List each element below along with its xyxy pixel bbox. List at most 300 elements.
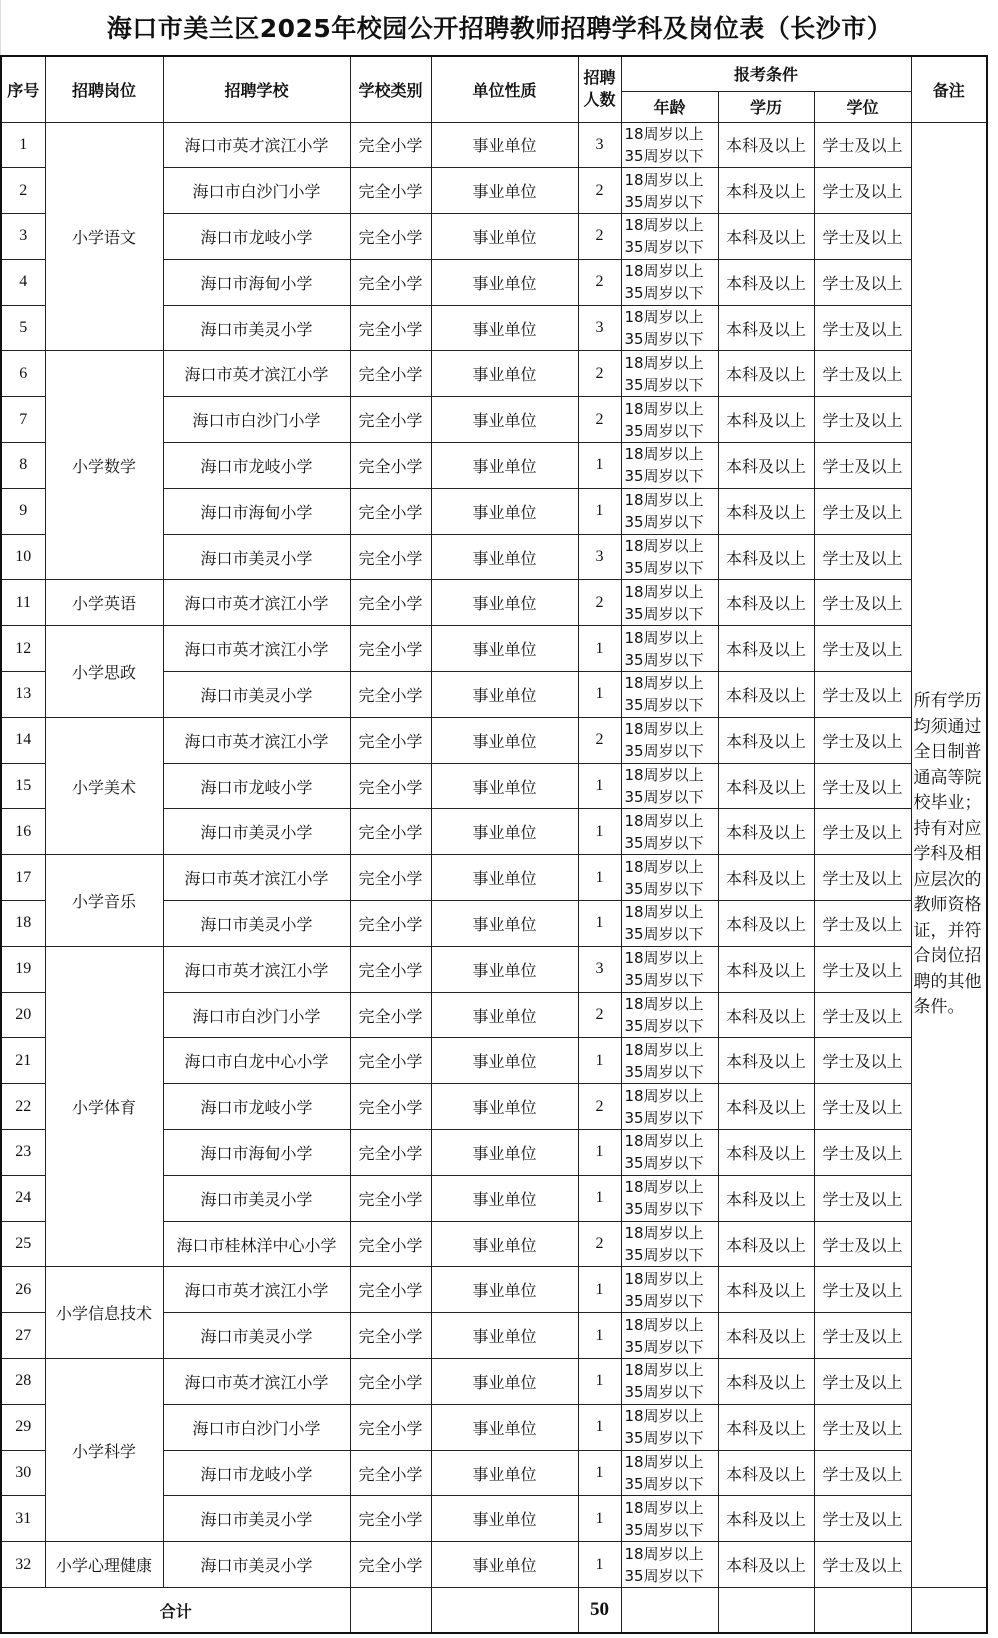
unit-nature-cell: 事业单位: [431, 1359, 578, 1405]
table-row: [1, 122, 987, 168]
age-max: 35周岁以下: [624, 1520, 704, 1539]
count-cell: 2: [578, 214, 621, 260]
count-cell: 1: [578, 1267, 621, 1313]
unit-nature-cell: 事业单位: [431, 443, 578, 489]
school-type-cell: 完全小学: [350, 397, 431, 443]
age-max: 35周岁以下: [624, 1062, 704, 1081]
age-max: 35周岁以下: [624, 1017, 704, 1036]
degree-cell: 学士及以上: [814, 1542, 911, 1588]
school-cell: 海口市英才滨江小学: [163, 626, 350, 672]
school-cell: 海口市英才滨江小学: [163, 1359, 350, 1405]
education-cell: 本科及以上: [718, 580, 814, 626]
header-education: 学历: [718, 91, 814, 122]
count-cell: 1: [578, 626, 621, 672]
school-type-cell: 完全小学: [350, 1175, 431, 1221]
age-min: 18周岁以上: [624, 216, 704, 235]
education-cell: 本科及以上: [718, 351, 814, 397]
empty-cell: [814, 1588, 911, 1634]
unit-nature-cell: 事业单位: [431, 1038, 578, 1084]
table-row: [1, 1542, 987, 1588]
table-row: [1, 626, 987, 672]
table-row: [1, 946, 987, 992]
age-max: 35周岁以下: [624, 513, 704, 532]
school-type-cell: 完全小学: [350, 901, 431, 947]
position-cell: 小学思政: [45, 626, 163, 718]
seq-cell: 20: [1, 992, 45, 1038]
school-cell: 海口市英才滨江小学: [163, 351, 350, 397]
degree-cell: 学士及以上: [814, 580, 911, 626]
education-cell: 本科及以上: [718, 168, 814, 214]
education-cell: 本科及以上: [718, 946, 814, 992]
age-cell: [621, 763, 718, 809]
count-cell: 1: [578, 1496, 621, 1542]
seq-cell: 31: [1, 1496, 45, 1542]
age-cell: [621, 1038, 718, 1084]
degree-cell: 学士及以上: [814, 1404, 911, 1450]
age-min: 18周岁以上: [624, 445, 704, 464]
school-cell: 海口市龙岐小学: [163, 443, 350, 489]
seq-cell: 21: [1, 1038, 45, 1084]
header-count: 招聘人数: [578, 56, 621, 122]
education-cell: 本科及以上: [718, 1175, 814, 1221]
age-cell: [621, 168, 718, 214]
recruitment-table: [0, 55, 988, 1634]
seq-cell: 10: [1, 534, 45, 580]
school-type-cell: 完全小学: [350, 259, 431, 305]
school-type-cell: 完全小学: [350, 672, 431, 718]
unit-nature-cell: 事业单位: [431, 672, 578, 718]
age-cell: [621, 901, 718, 947]
empty-cell: [621, 1588, 718, 1634]
degree-cell: 学士及以上: [814, 992, 911, 1038]
age-max: 35周岁以下: [624, 1291, 704, 1310]
degree-cell: 学士及以上: [814, 1267, 911, 1313]
table-row: [1, 855, 987, 901]
empty-cell: [911, 1588, 987, 1634]
degree-cell: 学士及以上: [814, 443, 911, 489]
count-cell: 2: [578, 992, 621, 1038]
school-type-cell: 完全小学: [350, 1038, 431, 1084]
seq-cell: 14: [1, 717, 45, 763]
school-type-cell: 完全小学: [350, 443, 431, 489]
count-cell: 2: [578, 580, 621, 626]
school-cell: 海口市英才滨江小学: [163, 1267, 350, 1313]
school-type-cell: 完全小学: [350, 992, 431, 1038]
school-cell: 海口市英才滨江小学: [163, 580, 350, 626]
age-min: 18周岁以上: [624, 353, 704, 372]
age-cell: [621, 534, 718, 580]
school-type-cell: 完全小学: [350, 534, 431, 580]
age-min: 18周岁以上: [624, 1269, 704, 1288]
age-min: 18周岁以上: [624, 170, 704, 189]
count-cell: 2: [578, 1221, 621, 1267]
unit-nature-cell: 事业单位: [431, 1175, 578, 1221]
degree-cell: 学士及以上: [814, 1084, 911, 1130]
header-school-type: 学校类别: [350, 56, 431, 122]
school-type-cell: 完全小学: [350, 763, 431, 809]
education-cell: 本科及以上: [718, 1130, 814, 1176]
school-cell: 海口市白沙门小学: [163, 397, 350, 443]
age-max: 35周岁以下: [624, 238, 704, 257]
degree-cell: 学士及以上: [814, 1359, 911, 1405]
school-cell: 海口市美灵小学: [163, 1313, 350, 1359]
seq-cell: 28: [1, 1359, 45, 1405]
age-min: 18周岁以上: [624, 720, 704, 739]
count-cell: 3: [578, 946, 621, 992]
age-cell: [621, 1130, 718, 1176]
unit-nature-cell: 事业单位: [431, 626, 578, 672]
age-min: 18周岁以上: [624, 1453, 704, 1471]
age-cell: [621, 1542, 718, 1588]
total-label: 合计: [1, 1588, 350, 1634]
school-type-cell: 完全小学: [350, 717, 431, 763]
school-type-cell: 完全小学: [350, 946, 431, 992]
education-cell: 本科及以上: [718, 1359, 814, 1405]
school-cell: 海口市海甸小学: [163, 1130, 350, 1176]
position-cell: 小学科学: [45, 1359, 163, 1542]
count-cell: 1: [578, 1542, 621, 1588]
count-cell: 1: [578, 1404, 621, 1450]
age-min: 18周岁以上: [624, 1407, 704, 1426]
age-min: 18周岁以上: [624, 674, 704, 693]
header-degree: 学位: [814, 91, 911, 122]
school-type-cell: 完全小学: [350, 626, 431, 672]
school-type-cell: 完全小学: [350, 305, 431, 351]
age-max: 35周岁以下: [624, 1108, 704, 1127]
school-cell: 海口市美灵小学: [163, 901, 350, 947]
seq-cell: 18: [1, 901, 45, 947]
education-cell: 本科及以上: [718, 626, 814, 672]
unit-nature-cell: 事业单位: [431, 1313, 578, 1359]
school-type-cell: 完全小学: [350, 1130, 431, 1176]
count-cell: 2: [578, 397, 621, 443]
unit-nature-cell: 事业单位: [431, 763, 578, 809]
unit-nature-cell: 事业单位: [431, 488, 578, 534]
degree-cell: 学士及以上: [814, 305, 911, 351]
seq-cell: 16: [1, 809, 45, 855]
age-max: 35周岁以下: [624, 146, 704, 165]
count-cell: 2: [578, 351, 621, 397]
education-cell: 本科及以上: [718, 763, 814, 809]
table-row: [1, 351, 987, 397]
education-cell: 本科及以上: [718, 1542, 814, 1588]
unit-nature-cell: 事业单位: [431, 397, 578, 443]
age-min: 18周岁以上: [624, 1361, 704, 1380]
age-cell: [621, 351, 718, 397]
count-cell: 1: [578, 855, 621, 901]
age-max: 35周岁以下: [624, 421, 704, 440]
seq-cell: 6: [1, 351, 45, 397]
education-cell: 本科及以上: [718, 122, 814, 168]
education-cell: 本科及以上: [718, 992, 814, 1038]
count-cell: 1: [578, 1038, 621, 1084]
school-cell: 海口市海甸小学: [163, 259, 350, 305]
degree-cell: 学士及以上: [814, 122, 911, 168]
age-min: 18周岁以上: [624, 1498, 704, 1517]
table-row: [1, 1267, 987, 1313]
age-min: 18周岁以上: [624, 903, 704, 922]
seq-cell: 29: [1, 1404, 45, 1450]
age-min: 18周岁以上: [624, 1086, 704, 1105]
school-type-cell: 完全小学: [350, 1496, 431, 1542]
table-row: [1, 1359, 987, 1405]
age-max: 35周岁以下: [624, 604, 704, 623]
page-title: 海口市美兰区2025年校园公开招聘教师招聘学科及岗位表（长沙市）: [0, 0, 998, 55]
unit-nature-cell: 事业单位: [431, 855, 578, 901]
school-cell: 海口市美灵小学: [163, 534, 350, 580]
seq-cell: 24: [1, 1175, 45, 1221]
school-cell: 海口市桂林洋中心小学: [163, 1221, 350, 1267]
education-cell: 本科及以上: [718, 1084, 814, 1130]
seq-cell: 32: [1, 1542, 45, 1588]
count-cell: 1: [578, 1130, 621, 1176]
school-cell: 海口市美灵小学: [163, 672, 350, 718]
table-row: [1, 580, 987, 626]
school-type-cell: 完全小学: [350, 1359, 431, 1405]
degree-cell: 学士及以上: [814, 626, 911, 672]
degree-cell: 学士及以上: [814, 717, 911, 763]
education-cell: 本科及以上: [718, 1267, 814, 1313]
age-cell: [621, 488, 718, 534]
age-max: 35周岁以下: [624, 1383, 704, 1402]
seq-cell: 5: [1, 305, 45, 351]
total-row: [1, 1588, 987, 1634]
age-max: 35周岁以下: [624, 925, 704, 944]
count-cell: 2: [578, 1084, 621, 1130]
education-cell: 本科及以上: [718, 901, 814, 947]
seq-cell: 15: [1, 763, 45, 809]
age-max: 35周岁以下: [624, 971, 704, 990]
age-cell: [621, 580, 718, 626]
unit-nature-cell: 事业单位: [431, 1221, 578, 1267]
school-type-cell: 完全小学: [350, 1084, 431, 1130]
seq-cell: 9: [1, 488, 45, 534]
school-type-cell: 完全小学: [350, 855, 431, 901]
header-school: 招聘学校: [163, 56, 350, 122]
count-cell: 1: [578, 443, 621, 489]
degree-cell: 学士及以上: [814, 259, 911, 305]
education-cell: 本科及以上: [718, 305, 814, 351]
school-type-cell: 完全小学: [350, 1542, 431, 1588]
empty-cell: [431, 1588, 578, 1634]
position-cell: 小学美术: [45, 717, 163, 854]
position-cell: 小学数学: [45, 351, 163, 580]
unit-nature-cell: 事业单位: [431, 992, 578, 1038]
header-position: 招聘岗位: [45, 56, 163, 122]
school-type-cell: 完全小学: [350, 168, 431, 214]
age-cell: [621, 1221, 718, 1267]
header-age: 年龄: [621, 91, 718, 122]
education-cell: 本科及以上: [718, 214, 814, 260]
age-min: 18周岁以上: [624, 811, 704, 830]
age-max: 35周岁以下: [624, 375, 704, 394]
seq-cell: 11: [1, 580, 45, 626]
degree-cell: 学士及以上: [814, 809, 911, 855]
header-remark: 备注: [911, 56, 987, 122]
seq-cell: 2: [1, 168, 45, 214]
degree-cell: 学士及以上: [814, 1313, 911, 1359]
school-cell: 海口市龙岐小学: [163, 1450, 350, 1496]
school-type-cell: 完全小学: [350, 351, 431, 397]
unit-nature-cell: 事业单位: [431, 305, 578, 351]
header-conditions: 报考条件: [621, 56, 911, 91]
count-cell: 1: [578, 488, 621, 534]
seq-cell: 30: [1, 1450, 45, 1496]
school-type-cell: 完全小学: [350, 122, 431, 168]
age-cell: [621, 1359, 718, 1405]
header-unit-nature: 单位性质: [431, 56, 578, 122]
age-cell: [621, 1496, 718, 1542]
age-max: 35周岁以下: [624, 879, 704, 898]
age-cell: [621, 672, 718, 718]
age-min: 18周岁以上: [624, 491, 704, 510]
count-cell: 1: [578, 901, 621, 947]
seq-cell: 22: [1, 1084, 45, 1130]
age-cell: [621, 855, 718, 901]
unit-nature-cell: 事业单位: [431, 1404, 578, 1450]
school-cell: 海口市龙岐小学: [163, 763, 350, 809]
age-max: 35周岁以下: [624, 284, 704, 303]
empty-cell: [718, 1588, 814, 1634]
age-cell: [621, 626, 718, 672]
education-cell: 本科及以上: [718, 1313, 814, 1359]
age-cell: [621, 1267, 718, 1313]
age-cell: [621, 122, 718, 168]
school-cell: 海口市美灵小学: [163, 1542, 350, 1588]
age-min: 18周岁以上: [624, 1132, 704, 1151]
age-min: 18周岁以上: [624, 537, 704, 556]
education-cell: 本科及以上: [718, 1038, 814, 1084]
seq-cell: 19: [1, 946, 45, 992]
school-cell: 海口市美灵小学: [163, 1175, 350, 1221]
age-cell: [621, 1175, 718, 1221]
degree-cell: 学士及以上: [814, 1130, 911, 1176]
age-cell: [621, 214, 718, 260]
age-min: 18周岁以上: [624, 1224, 704, 1243]
education-cell: 本科及以上: [718, 1221, 814, 1267]
seq-cell: 3: [1, 214, 45, 260]
education-cell: 本科及以上: [718, 717, 814, 763]
education-cell: 本科及以上: [718, 397, 814, 443]
seq-cell: 23: [1, 1130, 45, 1176]
age-min: 18周岁以上: [624, 995, 704, 1014]
degree-cell: 学士及以上: [814, 946, 911, 992]
age-max: 35周岁以下: [624, 833, 704, 852]
age-max: 35周岁以下: [624, 559, 704, 578]
education-cell: 本科及以上: [718, 488, 814, 534]
age-max: 35周岁以下: [624, 742, 704, 761]
count-cell: 2: [578, 717, 621, 763]
age-cell: [621, 992, 718, 1038]
education-cell: 本科及以上: [718, 855, 814, 901]
school-type-cell: 完全小学: [350, 214, 431, 260]
age-min: 18周岁以上: [624, 582, 704, 601]
degree-cell: 学士及以上: [814, 488, 911, 534]
age-min: 18周岁以上: [624, 1040, 704, 1059]
seq-cell: 4: [1, 259, 45, 305]
unit-nature-cell: 事业单位: [431, 534, 578, 580]
education-cell: 本科及以上: [718, 534, 814, 580]
unit-nature-cell: 事业单位: [431, 1130, 578, 1176]
age-cell: [621, 1313, 718, 1359]
unit-nature-cell: 事业单位: [431, 1496, 578, 1542]
school-cell: 海口市龙岐小学: [163, 1084, 350, 1130]
age-max: 35周岁以下: [624, 1429, 704, 1448]
total-count: 50: [578, 1588, 621, 1634]
school-type-cell: 完全小学: [350, 1267, 431, 1313]
age-max: 35周岁以下: [624, 1475, 704, 1493]
age-cell: [621, 305, 718, 351]
age-max: 35周岁以下: [624, 1200, 704, 1219]
age-cell: [621, 946, 718, 992]
education-cell: 本科及以上: [718, 1450, 814, 1496]
age-min: 18周岁以上: [624, 949, 704, 968]
count-cell: 1: [578, 809, 621, 855]
age-max: 35周岁以下: [624, 696, 704, 715]
education-cell: 本科及以上: [718, 672, 814, 718]
unit-nature-cell: 事业单位: [431, 717, 578, 763]
degree-cell: 学士及以上: [814, 168, 911, 214]
school-cell: 海口市英才滨江小学: [163, 717, 350, 763]
school-cell: 海口市美灵小学: [163, 305, 350, 351]
seq-cell: 27: [1, 1313, 45, 1359]
school-type-cell: 完全小学: [350, 1450, 431, 1496]
age-min: 18周岁以上: [624, 308, 704, 327]
degree-cell: 学士及以上: [814, 1175, 911, 1221]
unit-nature-cell: 事业单位: [431, 946, 578, 992]
age-cell: [621, 809, 718, 855]
school-type-cell: 完全小学: [350, 809, 431, 855]
school-type-cell: 完全小学: [350, 1313, 431, 1359]
age-max: 35周岁以下: [624, 1246, 704, 1265]
unit-nature-cell: 事业单位: [431, 580, 578, 626]
degree-cell: 学士及以上: [814, 351, 911, 397]
age-cell: [621, 1084, 718, 1130]
unit-nature-cell: 事业单位: [431, 1267, 578, 1313]
seq-cell: 12: [1, 626, 45, 672]
school-cell: 海口市英才滨江小学: [163, 122, 350, 168]
age-max: 35周岁以下: [624, 192, 704, 211]
count-cell: 1: [578, 1313, 621, 1359]
unit-nature-cell: 事业单位: [431, 168, 578, 214]
position-cell: 小学语文: [45, 122, 163, 351]
degree-cell: 学士及以上: [814, 214, 911, 260]
count-cell: 2: [578, 168, 621, 214]
seq-cell: 1: [1, 122, 45, 168]
seq-cell: 26: [1, 1267, 45, 1313]
age-min: 18周岁以上: [624, 1315, 704, 1334]
position-cell: 小学英语: [45, 580, 163, 626]
degree-cell: 学士及以上: [814, 855, 911, 901]
position-cell: 小学信息技术: [45, 1267, 163, 1359]
age-min: 18周岁以上: [624, 1178, 704, 1197]
age-min: 18周岁以上: [624, 857, 704, 876]
degree-cell: 学士及以上: [814, 672, 911, 718]
school-cell: 海口市美灵小学: [163, 809, 350, 855]
school-cell: 海口市白沙门小学: [163, 168, 350, 214]
remark-cell: 所有学历均须通过全日制普通高等院校毕业；持有对应学科及相应层次的教师资格证，并符合岗位招聘的其他条件。: [911, 122, 987, 1588]
school-type-cell: 完全小学: [350, 1221, 431, 1267]
position-cell: 小学心理健康: [45, 1542, 163, 1588]
school-cell: 海口市海甸小学: [163, 488, 350, 534]
age-cell: [621, 1404, 718, 1450]
age-min: 18周岁以上: [624, 766, 704, 785]
school-cell: 海口市美灵小学: [163, 1496, 350, 1542]
header-seq: 序号: [1, 56, 45, 122]
count-cell: 1: [578, 1175, 621, 1221]
unit-nature-cell: 事业单位: [431, 901, 578, 947]
age-cell: [621, 717, 718, 763]
